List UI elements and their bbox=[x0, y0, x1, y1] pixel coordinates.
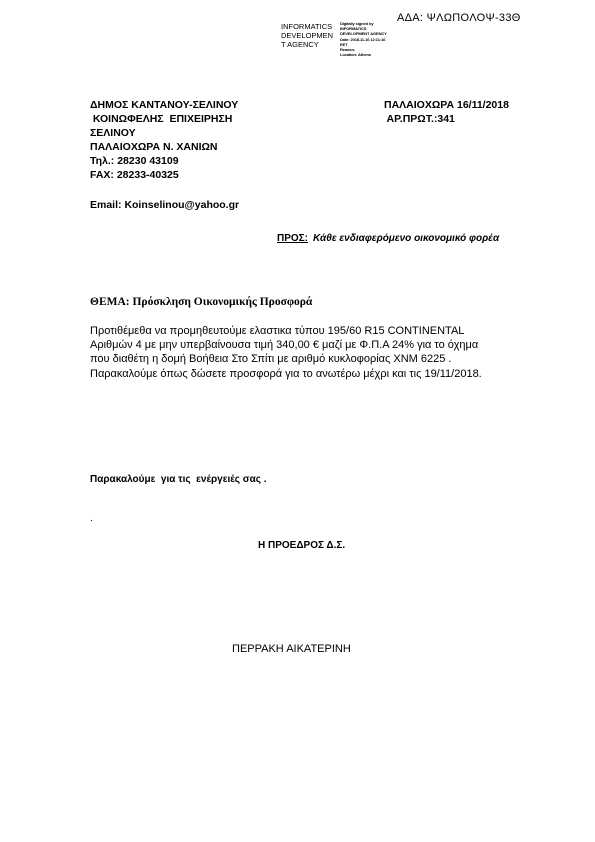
email-link[interactable]: Koinselinou@yahoo.gr bbox=[124, 199, 240, 211]
sender-org: ΔΗΜΟΣ ΚΑΝΤΑΝΟΥ-ΣΕΛΙΝΟΥ bbox=[90, 99, 239, 111]
sender-email-line bbox=[90, 198, 239, 212]
closing-line: Παρακαλούμε για τις ενέργειές σας . bbox=[90, 474, 267, 485]
signer-name: ΠΕΡΡΑΚΗ ΑΙΚΑΤΕΡΙΝΗ bbox=[232, 643, 351, 655]
stamp-right-line: INFORMATICS bbox=[340, 26, 367, 32]
subject-line: ΘΕΜΑ: Πρόσκληση Οικονομικής Προσφορά bbox=[90, 296, 313, 308]
sender-entity: ΚΟΙΝΩΦΕΛΗΣ ΕΠΙΧΕΙΡΗΣΗ bbox=[90, 113, 233, 125]
signer-role: Η ΠΡΟΕΔΡΟΣ Δ.Σ. bbox=[258, 540, 346, 551]
recipient-value: Κάθε ενδιαφερόμενο οικονομικό φορέα bbox=[313, 233, 500, 244]
email-label: Email: bbox=[90, 199, 125, 211]
stamp-left-line: INFORMATICS bbox=[281, 22, 333, 31]
place-date: ΠΑΛΑΙΟΧΩΡΑ 16/11/2018 bbox=[384, 99, 509, 111]
body-line: Προτιθέμεθα να προμηθευτούμε ελαστικα τύπου 195/60 R15 CONTINENTAL bbox=[90, 325, 465, 337]
stamp-right-line: Location: Athens bbox=[340, 52, 371, 58]
body-paragraph bbox=[90, 324, 482, 381]
digital-signature-stamp-label bbox=[281, 22, 333, 49]
recipient-label: ΠΡΟΣ: bbox=[277, 233, 309, 244]
sender-fax: FAX: 28233-40325 bbox=[90, 169, 179, 181]
sender-phone: Τηλ.: 28230 43109 bbox=[90, 155, 179, 167]
sender-address: ΠΑΛΑΙΟΧΩΡΑ Ν. ΧΑΝΙΩΝ bbox=[90, 141, 218, 153]
stamp-right-line: Reason: bbox=[340, 47, 356, 53]
sender-entity-cont: ΣΕΛΙΝΟΥ bbox=[90, 127, 136, 139]
stamp-right-line: DEVELOPMENT AGENCY bbox=[340, 31, 387, 37]
stamp-right-line: EET bbox=[340, 41, 348, 47]
recipient-line bbox=[277, 233, 499, 244]
ada-code: ΑΔΑ: ΨΛΩΠΟΛΟΨ-33Θ bbox=[397, 12, 521, 24]
digital-signature-stamp-details bbox=[340, 21, 387, 57]
stamp-left-line: T AGENCY bbox=[281, 40, 319, 49]
body-line: Αριθμών 4 με μην υπερβαίνουσα τιμή 340,00 € μαζί με Φ.Π.Α 24% για το όχημα bbox=[90, 339, 479, 352]
protocol-number: ΑΡ.ΠΡΩΤ.:341 bbox=[384, 113, 455, 125]
stamp-right-line: Digitally signed by bbox=[340, 21, 374, 26]
place-date-block bbox=[384, 98, 509, 126]
stray-mark: . bbox=[90, 513, 93, 524]
stamp-right-line: Date: 2018.11.16 12:11:16 bbox=[340, 36, 386, 42]
sender-block bbox=[90, 98, 239, 212]
body-line: Παρακαλούμε όπως δώσετε προσφορά για το ανωτέρω μέχρι και τις 19/11/2018. bbox=[90, 367, 482, 380]
body-line: που διαθέτη η δομή Βοήθεια Στο Σπίτι με αριθμό κυκλοφορίας ΧΝΜ 6225 . bbox=[90, 353, 452, 366]
stamp-left-line: DEVELOPMEN bbox=[281, 31, 334, 40]
